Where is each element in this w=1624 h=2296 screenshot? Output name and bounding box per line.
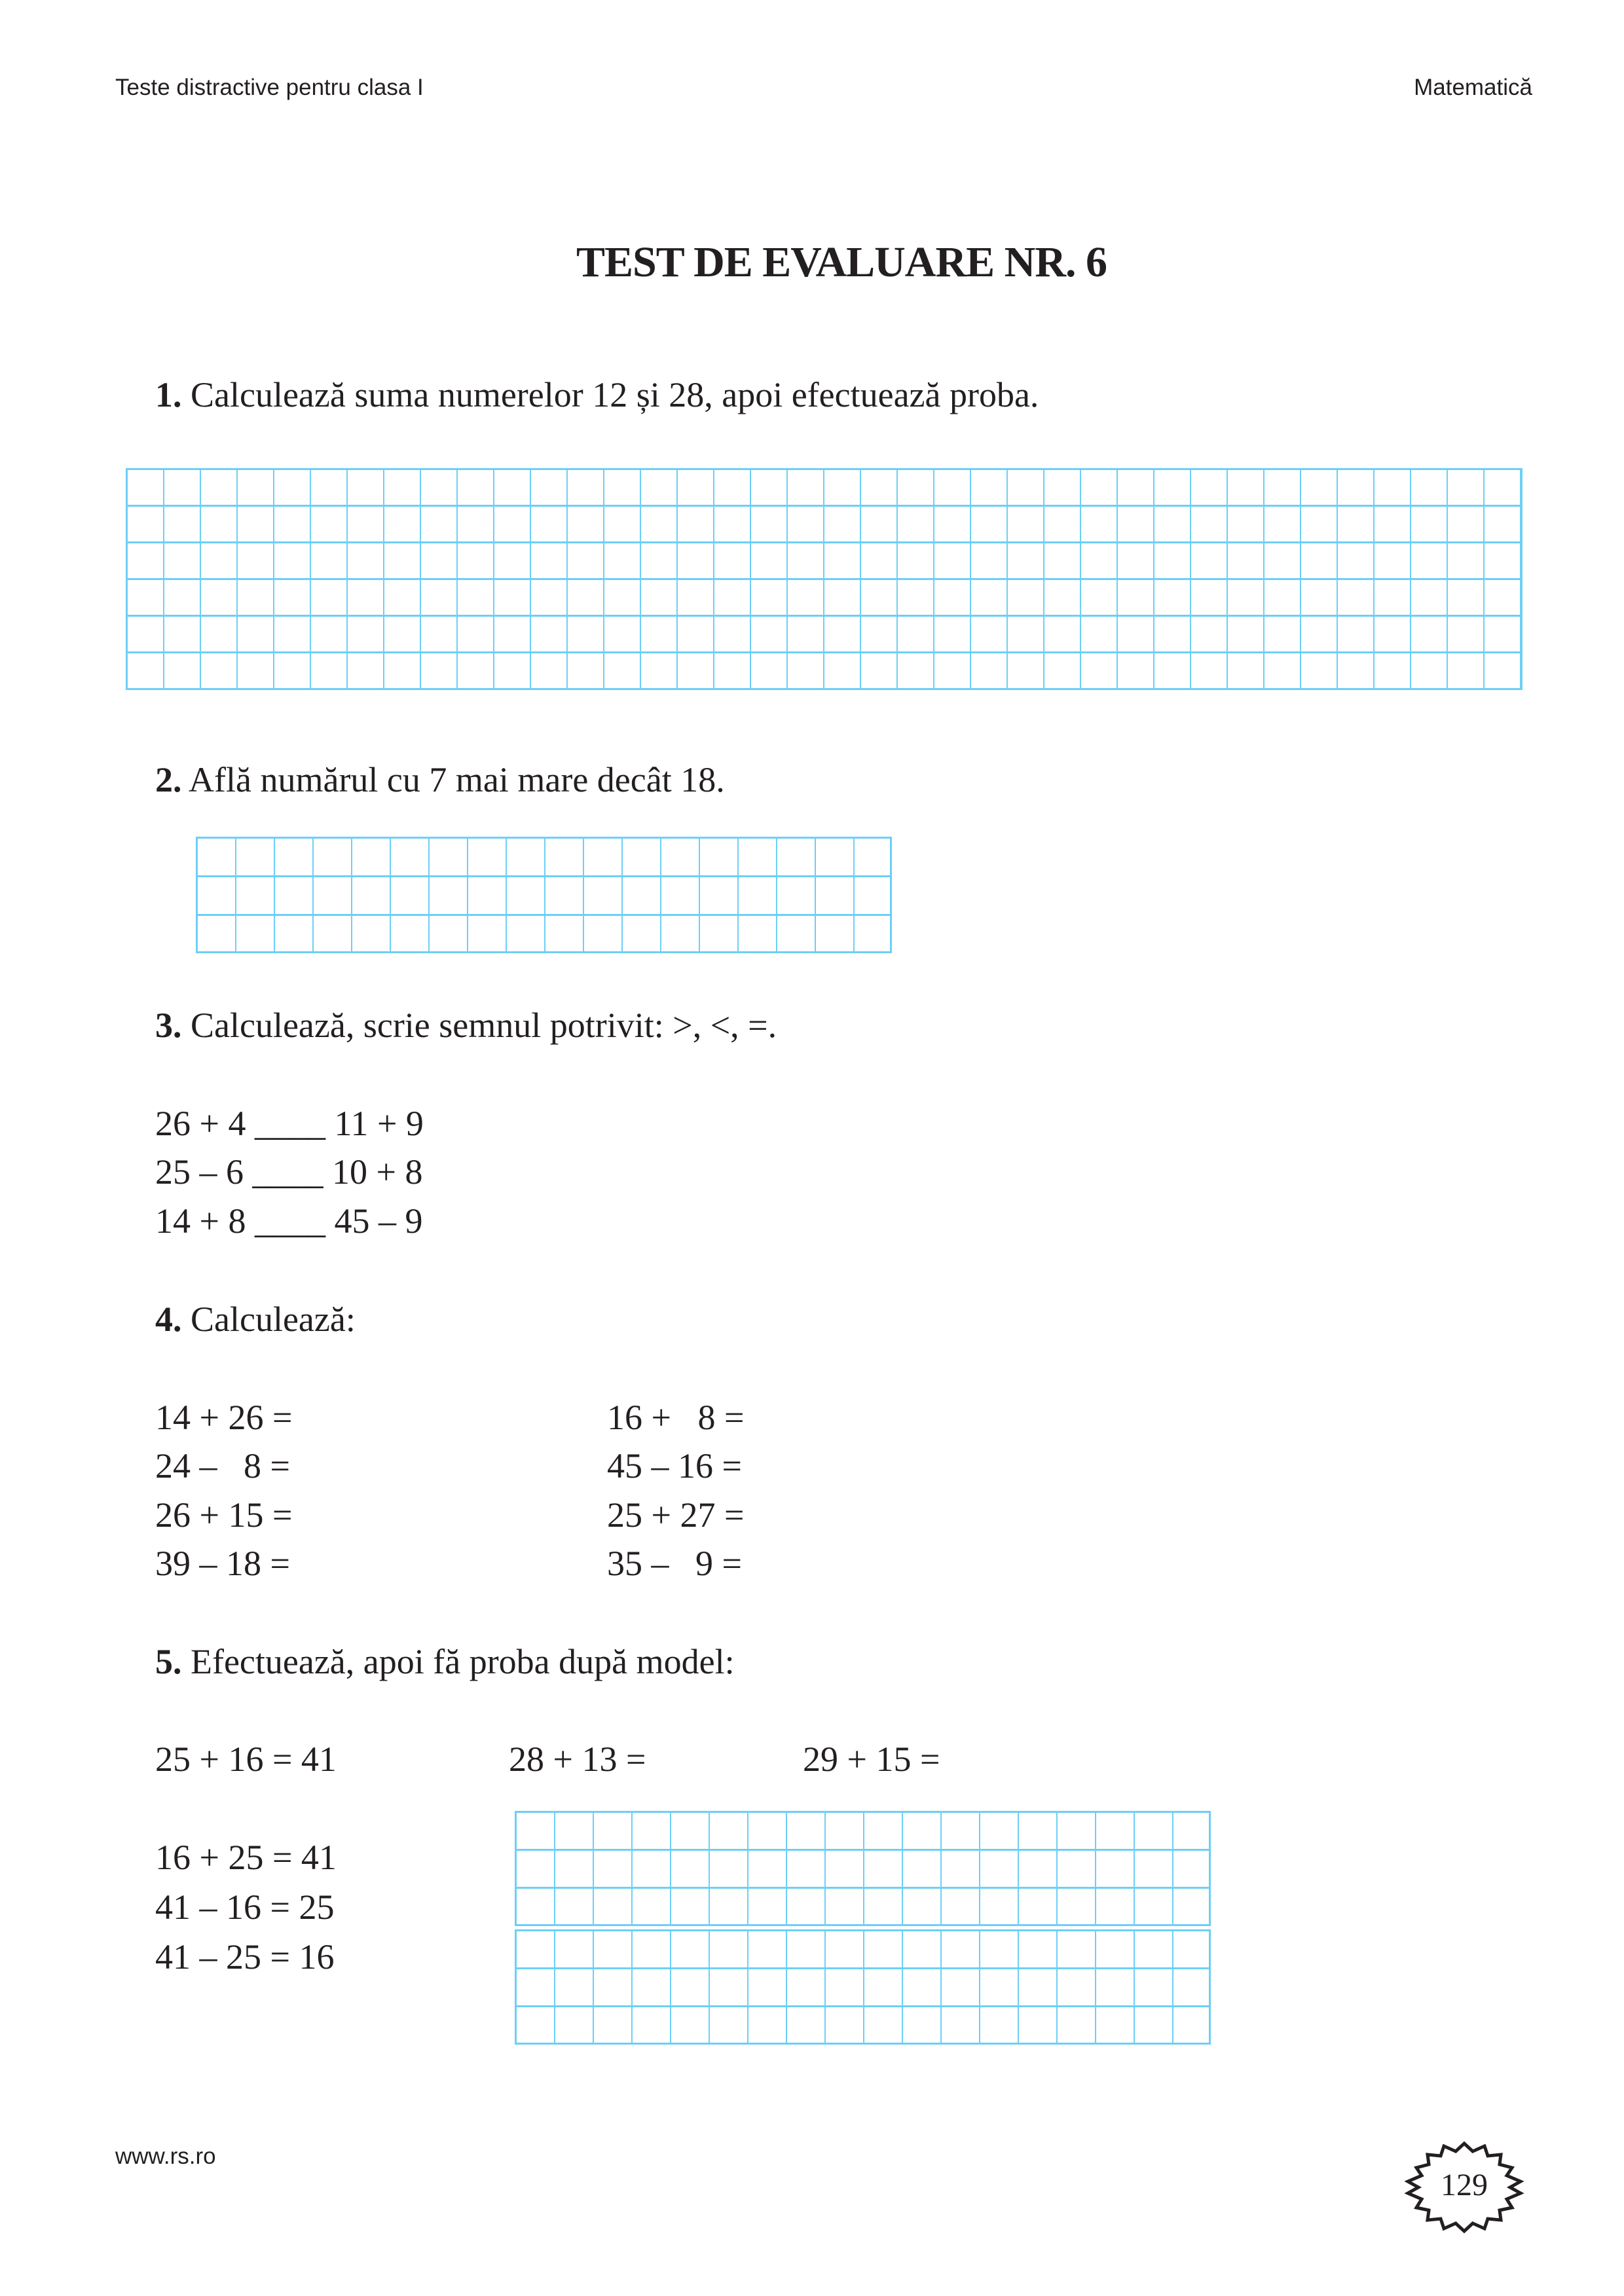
answer-grid-2[interactable] [196, 837, 892, 953]
question-number: 4. [155, 1300, 182, 1339]
exercise: 24 – 8 = [155, 1446, 290, 1485]
question-number: 3. [155, 1006, 182, 1045]
page-number: 129 [1441, 2168, 1488, 2202]
question-number: 5. [155, 1642, 182, 1681]
exercise: 45 – 16 = [607, 1446, 742, 1485]
question-text: Calculează suma numerelor 12 și 28, apoi efectuează proba. [181, 375, 1039, 414]
answer-grid-1[interactable] [126, 468, 1522, 690]
exercise: 28 + 13 = [509, 1740, 646, 1779]
question-number: 2. [155, 760, 182, 799]
exercise: 35 – 9 = [607, 1544, 742, 1583]
exercise: 16 + 8 = [607, 1398, 745, 1437]
answer-grid-5-top[interactable] [515, 1811, 1211, 1926]
page-title: TEST DE EVALUARE NR. 6 [576, 238, 1107, 286]
question-text: Calculează, scrie semnul potrivit: >, <, =. [181, 1006, 777, 1045]
question-text: Află numărul cu 7 mai mare decât 18. [181, 760, 725, 799]
question-2 [155, 760, 725, 799]
comparison-line: 14 + 8 ____ 45 – 9 [155, 1201, 423, 1241]
model-proof: 41 – 25 = 16 [155, 1937, 335, 1977]
exercise: 26 + 15 = [155, 1495, 293, 1535]
question-text: Calculează: [181, 1300, 356, 1339]
question-1 [155, 375, 1039, 414]
header-subject: Matematică [1414, 75, 1532, 100]
comparison-line: 25 – 6 ____ 10 + 8 [155, 1152, 423, 1192]
question-5 [155, 1642, 735, 1681]
exercise: 39 – 18 = [155, 1544, 290, 1583]
exercise: 25 + 27 = [607, 1495, 745, 1535]
question-text: Efectuează, apoi fă proba după model: [181, 1642, 735, 1681]
model-proof: 41 – 16 = 25 [155, 1887, 335, 1927]
exercise: 14 + 26 = [155, 1398, 293, 1437]
question-3 [155, 1006, 777, 1045]
header-book-title: Teste distractive pentru clasa I [115, 75, 424, 100]
model-proof: 16 + 25 = 41 [155, 1838, 337, 1877]
question-4 [155, 1300, 356, 1339]
question-number: 1. [155, 375, 182, 414]
exercise: 29 + 15 = [803, 1740, 940, 1779]
footer-website: www.rs.ro [115, 2143, 216, 2169]
answer-grid-5-bottom[interactable] [515, 1929, 1211, 2045]
comparison-line: 26 + 4 ____ 11 + 9 [155, 1104, 424, 1143]
model-exercise: 25 + 16 = 41 [155, 1740, 337, 1779]
